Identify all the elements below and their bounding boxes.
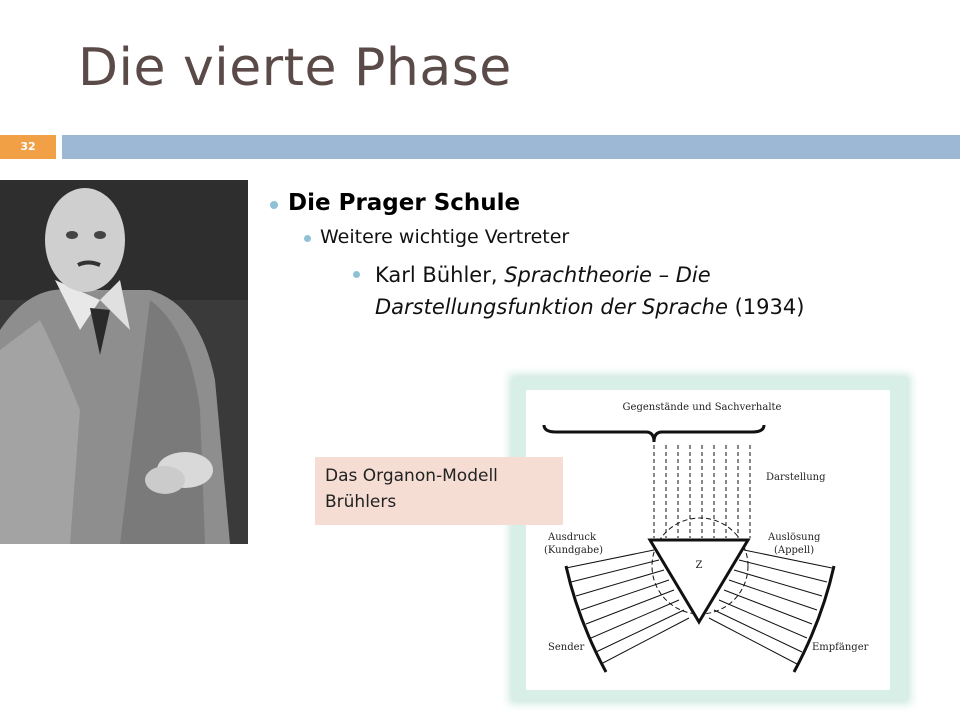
bullet-level3-year: (1934) [727,294,805,319]
portrait-image [0,180,248,544]
bullet-level1: Die Prager Schule [270,190,930,216]
accent-bar [62,135,960,159]
bullet-level3-author: Karl Bühler, [375,263,505,287]
bullet-level3-work: Sprachtheorie – Die Darstellungsfunktion der Sprache [375,263,728,319]
caption-box [315,457,563,525]
caption-line1: Das Organon-Modell [325,466,498,486]
diagram-label-sender: Sender [548,642,585,653]
diagram-label-z: Z [695,560,703,571]
slide-number: 32 [0,135,56,159]
bullet-level3 [350,260,865,323]
diagram-label-top: Gegenstände und Sachverhalte [622,402,782,413]
diagram-label-appell: (Appell) [774,545,815,556]
slide-title: Die vierte Phase [78,38,512,98]
caption-line2: Brühlers [325,492,397,512]
diagram-label-ausdruck: Ausdruck [548,532,597,543]
portrait-photo [0,180,248,544]
diagram-label-ausloesung: Auslösung [768,532,821,543]
diagram-label-kundgabe: (Kundgabe) [544,545,604,556]
diagram-label-empfaenger: Empfänger [812,642,869,653]
bullet-list [270,190,930,323]
bullet-level2: Weitere wichtige Vertreter [302,226,930,248]
organon-diagram [526,390,890,690]
diagram-label-darstellung: Darstellung [766,472,826,483]
